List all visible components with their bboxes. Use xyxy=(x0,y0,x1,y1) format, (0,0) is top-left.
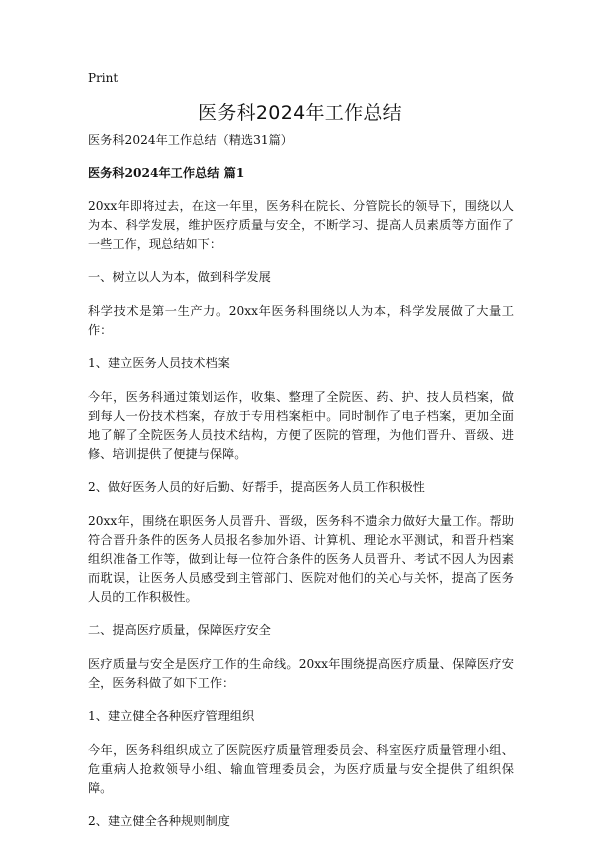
section-title: 医务科2024年工作总结 篇1 xyxy=(88,166,245,180)
paragraph: 20xx年，围绕在职医务人员晋升、晋级，医务科不遗余力做好大量工作。帮助符合晋升条件的医务人员报名参加外语、计算机、理论水平测试，和晋升档案组织准备工作等，做到让每一位符合条件的医务人员晋升、考试不因人为因素而耽误，让医务人员感受到主管部门、医院对他们的关心与关怀，提高了医务人员的工作积极性。 xyxy=(88,514,514,604)
intro-paragraph: 20xx年即将过去，在这一年里，医务科在院长、分管院长的领导下，围绕以人为本、科学发展，维护医疗质量与安全，不断学习、提高人员素质等方面作了一些工作，现总结如下： xyxy=(88,199,514,251)
paragraph: 今年，医务科组织成立了医院医疗质量管理委员会、科室医疗质量管理小组、危重病人抢救领导小组、输血管理委员会，为医疗质量与安全提供了组织保障。 xyxy=(88,743,514,795)
subheading: 2、建立健全各种规则制度 xyxy=(88,814,230,828)
document-subtitle: 医务科2024年工作总结（精选31篇） xyxy=(88,133,293,147)
print-link[interactable]: Print xyxy=(88,71,119,85)
heading-part-two: 二、提高医疗质量，保障医疗安全 xyxy=(88,623,271,637)
paragraph: 科学技术是第一生产力。20xx年医务科围绕以人为本，科学发展做了大量工作： xyxy=(88,304,514,337)
paragraph: 医疗质量与安全是医疗工作的生命线。20xx年围绕提高医疗质量、保障医疗安全，医务科做了如下工作： xyxy=(88,657,514,690)
subheading: 2、做好医务人员的好后勤、好帮手，提高医务人员工作积极性 xyxy=(88,480,425,494)
subheading: 1、建立健全各种医疗管理组织 xyxy=(88,709,255,723)
subheading: 1、建立医务人员技术档案 xyxy=(88,356,230,370)
document-body xyxy=(88,131,514,846)
paragraph: 今年，医务科通过策划运作，收集、整理了全院医、药、护、技人员档案，做到每人一份技术档案，存放于专用档案柜中。同时制作了电子档案，更加全面地了解了全院医务人员技术结构，方便了医院的管理，为他们晋升、晋级、进修、培训提供了便捷与保障。 xyxy=(88,390,514,461)
heading-part-one: 一、树立以人为本，做到科学发展 xyxy=(88,270,271,284)
document-title: 医务科2024年工作总结 xyxy=(198,102,402,124)
